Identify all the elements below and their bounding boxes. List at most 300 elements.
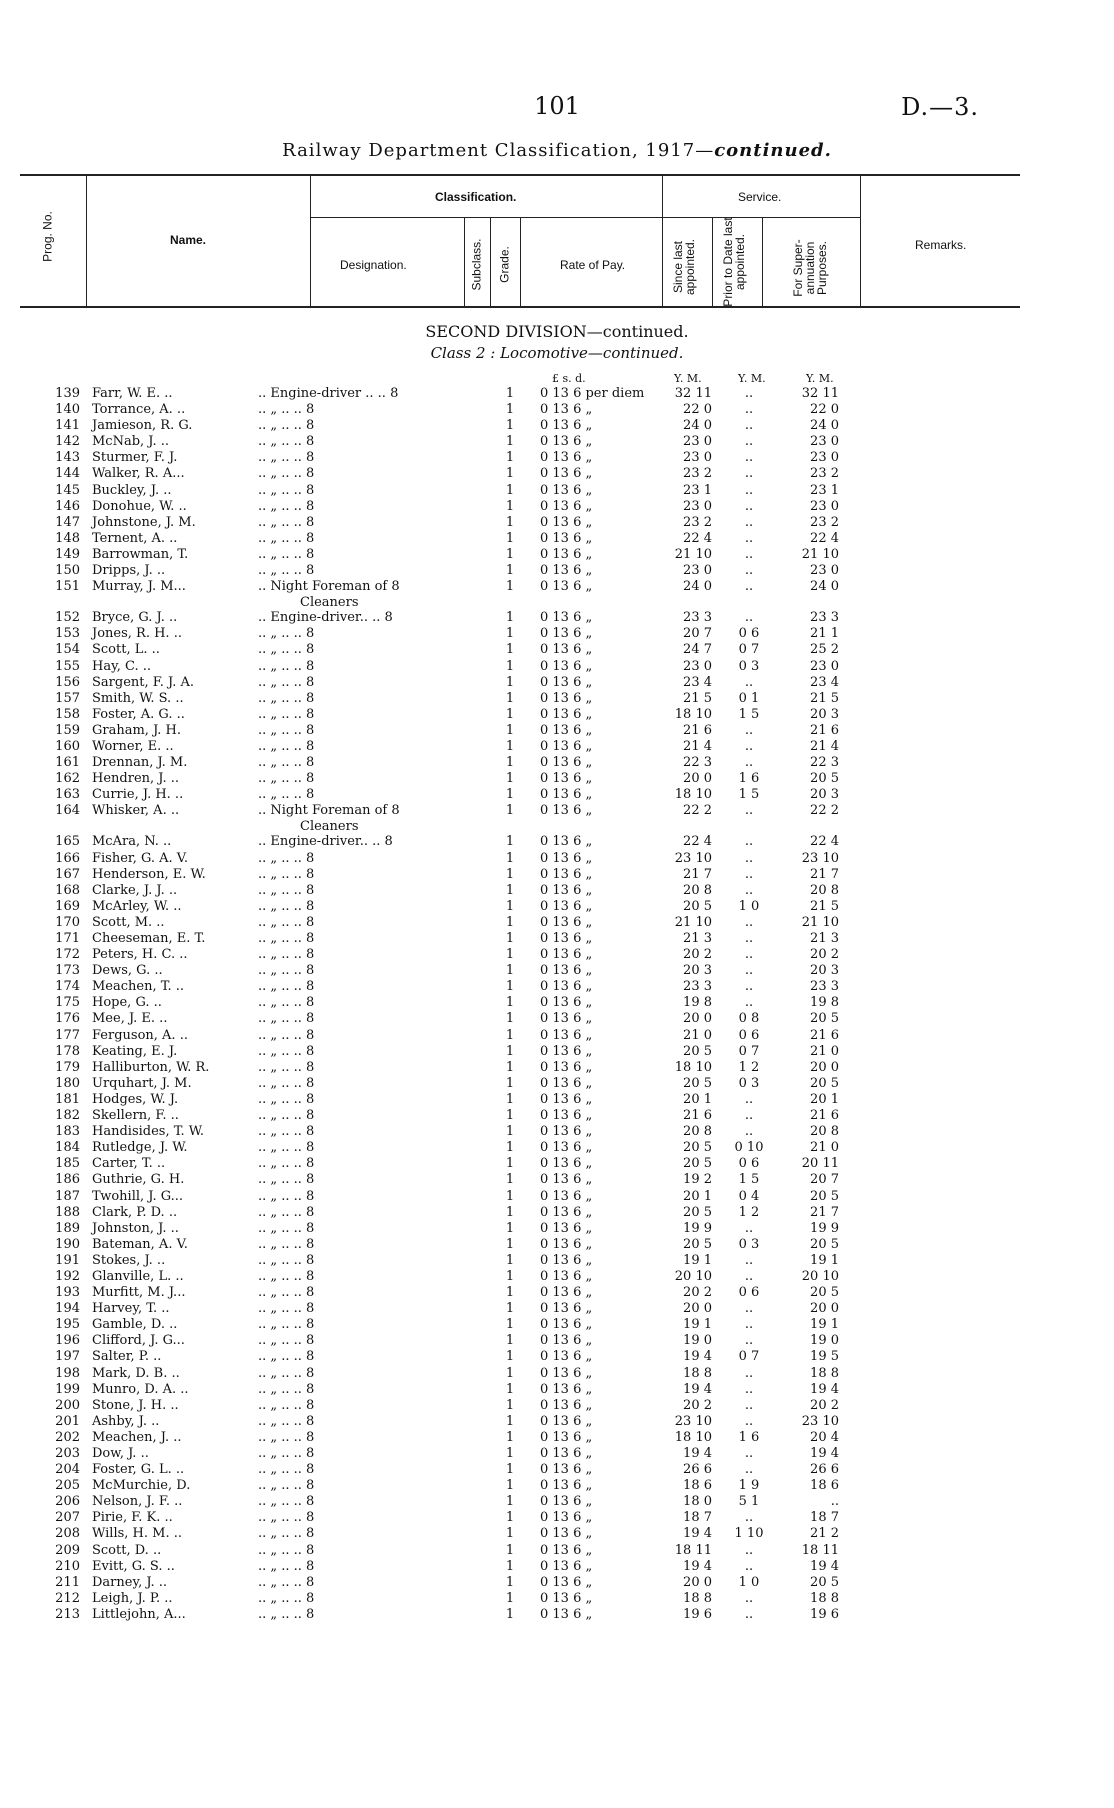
service-superannuation: 20 2 xyxy=(810,947,839,963)
rate-of-pay: 0 13 6 „ xyxy=(540,434,593,450)
employee-name: McAra, N. .. xyxy=(92,834,172,850)
prog-number: 143 xyxy=(55,450,80,466)
employee-name: Meachen, T. .. xyxy=(92,979,185,995)
employee-name: Donohue, W. .. xyxy=(92,498,187,514)
prog-number: 212 xyxy=(55,1590,80,1606)
service-superannuation: 20 5 xyxy=(810,771,839,787)
table-row xyxy=(0,1189,1114,1205)
service-superannuation: 20 5 xyxy=(810,1075,839,1091)
grade: 1 xyxy=(505,563,515,579)
table-row xyxy=(0,1333,1114,1349)
prog-number: 211 xyxy=(55,1574,80,1590)
prog-number: 177 xyxy=(55,1027,80,1043)
vline-1 xyxy=(86,174,87,306)
rate-of-pay: 0 13 6 „ xyxy=(540,1590,593,1606)
employee-name: Carter, T. .. xyxy=(92,1156,166,1172)
service-since-last: 24 0 xyxy=(683,579,712,595)
rate-of-pay: 0 13 6 „ xyxy=(540,1301,593,1317)
service-prior: .. xyxy=(744,1606,754,1622)
rate-of-pay: 0 13 6 „ xyxy=(540,626,593,642)
service-superannuation: 21 6 xyxy=(810,1027,839,1043)
service-since-last: 23 0 xyxy=(683,658,712,674)
prog-number: 155 xyxy=(55,658,80,674)
designation: .. „ .. .. 8 xyxy=(258,434,315,450)
employee-name: Gamble, D. .. xyxy=(92,1317,178,1333)
employee-name: Guthrie, G. H. xyxy=(92,1172,185,1188)
employee-name: Worner, E. .. xyxy=(92,738,174,754)
table-row xyxy=(0,915,1114,931)
designation: .. „ .. .. 8 xyxy=(258,1510,315,1526)
prog-number: 153 xyxy=(55,626,80,642)
rate-of-pay: 0 13 6 „ xyxy=(540,947,593,963)
grade: 1 xyxy=(505,722,515,738)
prog-number: 182 xyxy=(55,1108,80,1124)
service-prior: .. xyxy=(744,947,754,963)
service-superannuation: 20 0 xyxy=(810,1059,839,1075)
rate-of-pay: 0 13 6 „ xyxy=(540,1236,593,1252)
table-row xyxy=(0,610,1114,626)
prog-number: 173 xyxy=(55,963,80,979)
designation: .. „ .. .. 8 xyxy=(258,947,315,963)
designation: .. „ .. .. 8 xyxy=(258,1124,315,1140)
class-title: Class 2 : Locomotive—continued. xyxy=(430,344,684,362)
rate-of-pay: 0 13 6 „ xyxy=(540,850,593,866)
grade: 1 xyxy=(505,1188,515,1204)
service-superannuation: 20 1 xyxy=(810,1091,839,1107)
designation: .. „ .. .. 8 xyxy=(258,1574,315,1590)
service-superannuation: 19 1 xyxy=(810,1252,839,1268)
prog-number: 148 xyxy=(55,530,80,546)
table-row xyxy=(0,1575,1114,1591)
service-since-last: 23 10 xyxy=(674,1413,712,1429)
grade: 1 xyxy=(505,1510,515,1526)
designation: .. „ .. .. 8 xyxy=(258,787,315,803)
designation: .. „ .. .. 8 xyxy=(258,1188,315,1204)
service-superannuation: 20 10 xyxy=(801,1268,839,1284)
service-prior: .. xyxy=(744,1397,754,1413)
table-row xyxy=(0,1108,1114,1124)
employee-name: Murray, J. M... xyxy=(92,579,186,595)
table-row xyxy=(0,659,1114,675)
employee-name: Dews, G. .. xyxy=(92,963,163,979)
employee-name: Foster, G. L. .. xyxy=(92,1462,185,1478)
service-since-last: 24 0 xyxy=(683,418,712,434)
service-since-last: 19 2 xyxy=(683,1172,712,1188)
employee-name: Bateman, A. V. xyxy=(92,1236,188,1252)
service-prior: 0 10 xyxy=(734,1140,764,1156)
document-reference: D.—3. xyxy=(901,93,979,121)
rate-of-pay: 0 13 6 „ xyxy=(540,1574,593,1590)
service-prior: .. xyxy=(744,931,754,946)
table-row xyxy=(0,787,1114,803)
prog-number: 210 xyxy=(55,1558,80,1574)
service-since-last: 22 2 xyxy=(683,803,712,819)
service-superannuation: 20 0 xyxy=(810,1301,839,1317)
service-since-last: 20 2 xyxy=(683,1285,712,1301)
service-prior: 1 6 xyxy=(738,771,760,787)
service-since-last: 20 2 xyxy=(683,1397,712,1413)
prog-number: 154 xyxy=(55,642,80,658)
service-since-last: 23 0 xyxy=(683,498,712,514)
prog-number: 165 xyxy=(55,834,80,850)
prog-number: 192 xyxy=(55,1268,80,1284)
service-prior: .. xyxy=(744,546,754,562)
service-prior: .. xyxy=(744,1301,754,1317)
designation: .. „ .. .. 8 xyxy=(258,755,315,771)
service-prior: .. xyxy=(744,498,754,514)
rate-of-pay: 0 13 6 „ xyxy=(540,1059,593,1075)
table-row xyxy=(0,803,1114,819)
title-continued: continued. xyxy=(714,140,832,161)
table-row xyxy=(0,963,1114,979)
service-since-last: 21 7 xyxy=(683,866,712,882)
col-remarks: Remarks. xyxy=(915,238,967,252)
grade: 1 xyxy=(505,1574,515,1590)
since-units: Y. M. xyxy=(674,372,702,385)
table-row xyxy=(0,883,1114,899)
employee-name: Clark, P. D. .. xyxy=(92,1204,178,1220)
employee-name: Henderson, E. W. xyxy=(92,866,206,882)
rate-of-pay: 0 13 6 „ xyxy=(540,546,593,562)
rate-of-pay: 0 13 6 „ xyxy=(540,1381,593,1397)
rate-of-pay: 0 13 6 „ xyxy=(540,1108,593,1124)
service-prior: .. xyxy=(744,755,754,771)
vline-5 xyxy=(520,217,521,306)
service-prior: .. xyxy=(744,1091,754,1107)
employee-name: Walker, R. A... xyxy=(92,466,185,482)
service-prior: 1 10 xyxy=(734,1526,764,1542)
prog-number: 146 xyxy=(55,498,80,514)
table-row xyxy=(0,466,1114,482)
prog-number: 213 xyxy=(55,1606,80,1622)
service-prior: 1 6 xyxy=(738,1429,760,1445)
service-prior: .. xyxy=(744,610,754,626)
employee-name: Ashby, J. .. xyxy=(92,1413,160,1429)
employee-name: Urquhart, J. M. xyxy=(92,1075,192,1091)
service-since-last: 23 0 xyxy=(683,450,712,466)
grade: 1 xyxy=(505,1446,515,1461)
table-row xyxy=(0,1269,1114,1285)
service-superannuation: 32 11 xyxy=(801,386,839,401)
service-since-last: 18 10 xyxy=(674,787,712,803)
service-superannuation: 19 4 xyxy=(810,1381,839,1397)
table-row xyxy=(0,931,1114,947)
rate-of-pay: 0 13 6 „ xyxy=(540,1478,593,1494)
rate-of-pay: 0 13 6 „ xyxy=(540,674,593,690)
service-superannuation: 21 4 xyxy=(810,738,839,754)
table-row xyxy=(0,563,1114,579)
rate-of-pay: 0 13 6 „ xyxy=(540,1429,593,1445)
rate-of-pay: 0 13 6 „ xyxy=(540,579,593,595)
service-superannuation: 21 10 xyxy=(801,914,839,930)
service-since-last: 18 10 xyxy=(674,1429,712,1445)
designation: .. „ .. .. 8 xyxy=(258,1011,315,1027)
grade: 1 xyxy=(505,514,515,530)
grade: 1 xyxy=(505,1558,515,1574)
service-since-last: 20 0 xyxy=(683,771,712,787)
service-since-last: 20 1 xyxy=(683,1188,712,1204)
service-superannuation: 21 0 xyxy=(810,1043,839,1059)
table-row xyxy=(0,1011,1114,1027)
prog-number: 194 xyxy=(55,1301,80,1317)
prog-number: 141 xyxy=(55,418,80,434)
prog-number: 164 xyxy=(55,803,80,819)
service-superannuation: 21 7 xyxy=(810,1204,839,1220)
service-prior: .. xyxy=(744,1413,754,1429)
employee-name: Rutledge, J. W. xyxy=(92,1140,188,1156)
table-row xyxy=(0,1591,1114,1607)
employee-name: Whisker, A. .. xyxy=(92,803,180,819)
service-since-last: 21 4 xyxy=(683,738,712,754)
grade: 1 xyxy=(505,466,515,482)
employee-name: Cheeseman, E. T. xyxy=(92,931,206,946)
service-prior: .. xyxy=(744,418,754,434)
designation: .. Engine-driver.. .. 8 xyxy=(258,610,393,626)
service-since-last: 18 10 xyxy=(674,706,712,722)
designation: .. „ .. .. 8 xyxy=(258,1558,315,1574)
table-row xyxy=(0,771,1114,787)
prog-number: 158 xyxy=(55,706,80,722)
service-since-last: 19 1 xyxy=(683,1252,712,1268)
table-row xyxy=(0,1462,1114,1478)
prog-number: 201 xyxy=(55,1413,80,1429)
service-prior: .. xyxy=(744,1108,754,1124)
grade: 1 xyxy=(505,610,515,626)
designation: .. „ .. .. 8 xyxy=(258,1349,315,1365)
grade: 1 xyxy=(505,771,515,787)
grade: 1 xyxy=(505,1140,515,1156)
prog-number: 199 xyxy=(55,1381,80,1397)
service-prior: .. xyxy=(744,1252,754,1268)
table-row xyxy=(0,979,1114,995)
prog-number: 147 xyxy=(55,514,80,530)
service-prior: .. xyxy=(744,402,754,418)
grade: 1 xyxy=(505,947,515,963)
col-prior-to-date: Prior to Date last appointed. xyxy=(721,217,747,307)
designation: .. „ .. .. 8 xyxy=(258,1429,315,1445)
rate-of-pay: 0 13 6 „ xyxy=(540,1526,593,1542)
designation: .. „ .. .. 8 xyxy=(258,1268,315,1284)
prog-number: 174 xyxy=(55,979,80,995)
col-prog-no: Prog. No. xyxy=(40,211,55,262)
table-row xyxy=(0,642,1114,658)
employee-name: Johnstone, J. M. xyxy=(92,514,196,530)
grade: 1 xyxy=(505,1526,515,1542)
designation: .. „ .. .. 8 xyxy=(258,402,315,418)
employee-name: Darney, J. .. xyxy=(92,1574,168,1590)
table-row xyxy=(0,531,1114,547)
grade: 1 xyxy=(505,1317,515,1333)
designation: .. „ .. .. 8 xyxy=(258,1204,315,1220)
service-superannuation: 22 2 xyxy=(810,803,839,819)
rate-of-pay: 0 13 6 „ xyxy=(540,1446,593,1461)
table-row xyxy=(0,1317,1114,1333)
col-classification: Classification. xyxy=(435,190,517,204)
prog-number: 185 xyxy=(55,1156,80,1172)
employee-name: Meachen, J. .. xyxy=(92,1429,182,1445)
service-since-last: 22 0 xyxy=(683,402,712,418)
designation: .. „ .. .. 8 xyxy=(258,642,315,658)
grade: 1 xyxy=(505,1606,515,1622)
designation: .. „ .. .. 8 xyxy=(258,1172,315,1188)
employee-name: Keating, E. J. xyxy=(92,1043,178,1059)
prog-number: 145 xyxy=(55,482,80,498)
rate-of-pay: 0 13 6 „ xyxy=(540,1542,593,1558)
employee-name: Ternent, A. .. xyxy=(92,530,178,546)
service-prior: 1 0 xyxy=(738,1574,760,1590)
designation: .. „ .. .. 8 xyxy=(258,706,315,722)
table-row xyxy=(0,1028,1114,1044)
designation: .. „ .. .. 8 xyxy=(258,866,315,882)
service-since-last: 19 4 xyxy=(683,1381,712,1397)
service-superannuation: 18 8 xyxy=(810,1365,839,1381)
prog-number: 160 xyxy=(55,738,80,754)
prog-number: 206 xyxy=(55,1494,80,1510)
employee-name: Hodges, W. J. xyxy=(92,1091,179,1107)
rate-of-pay: 0 13 6 „ xyxy=(540,931,593,946)
service-since-last: 20 8 xyxy=(683,882,712,898)
classification-rule xyxy=(310,217,860,218)
service-prior: .. xyxy=(744,1558,754,1574)
super-units: Y. M. xyxy=(806,372,834,385)
service-prior: 5 1 xyxy=(738,1494,760,1510)
rate-of-pay: 0 13 6 „ xyxy=(540,1494,593,1510)
table-row xyxy=(0,1366,1114,1382)
table-row xyxy=(0,1285,1114,1301)
table-row xyxy=(0,899,1114,915)
service-prior: .. xyxy=(744,1542,754,1558)
service-prior: .. xyxy=(744,722,754,738)
col-designation: Designation. xyxy=(340,258,407,272)
rate-of-pay: 0 13 6 „ xyxy=(540,1510,593,1526)
designation-continuation: Cleaners xyxy=(300,595,359,611)
grade: 1 xyxy=(505,963,515,979)
rate-of-pay: 0 13 6 „ xyxy=(540,866,593,882)
designation: .. „ .. .. 8 xyxy=(258,1285,315,1301)
designation: .. „ .. .. 8 xyxy=(258,1413,315,1429)
employee-name: Halliburton, W. R. xyxy=(92,1059,210,1075)
designation: .. „ .. .. 8 xyxy=(258,1365,315,1381)
service-superannuation: 24 0 xyxy=(810,418,839,434)
service-superannuation: 21 7 xyxy=(810,866,839,882)
col-service: Service. xyxy=(738,190,782,204)
service-prior: 1 2 xyxy=(738,1204,760,1220)
grade: 1 xyxy=(505,931,515,946)
service-prior: .. xyxy=(744,434,754,450)
designation: .. „ .. .. 8 xyxy=(258,738,315,754)
rate-of-pay: 0 13 6 „ xyxy=(540,834,593,850)
grade: 1 xyxy=(505,482,515,498)
table-row xyxy=(0,1607,1114,1623)
grade: 1 xyxy=(505,1172,515,1188)
service-superannuation: 22 4 xyxy=(810,530,839,546)
table-row xyxy=(0,1156,1114,1172)
grade: 1 xyxy=(505,1043,515,1059)
service-superannuation: 19 6 xyxy=(810,1606,839,1622)
service-superannuation: 20 3 xyxy=(810,787,839,803)
rate-of-pay: 0 13 6 „ xyxy=(540,530,593,546)
prog-number: 157 xyxy=(55,690,80,706)
prog-number: 196 xyxy=(55,1333,80,1349)
service-prior: .. xyxy=(744,579,754,595)
designation: .. „ .. .. 8 xyxy=(258,1446,315,1461)
rate-of-pay: 0 13 6 „ xyxy=(540,898,593,914)
prog-number: 172 xyxy=(55,947,80,963)
employee-name: Ferguson, A. .. xyxy=(92,1027,188,1043)
service-since-last: 20 7 xyxy=(683,626,712,642)
service-since-last: 23 10 xyxy=(674,850,712,866)
prog-number: 169 xyxy=(55,898,80,914)
service-since-last: 21 3 xyxy=(683,931,712,946)
designation: .. „ .. .. 8 xyxy=(258,1059,315,1075)
service-prior: .. xyxy=(744,466,754,482)
employee-name: Sturmer, F. J. xyxy=(92,450,178,466)
service-since-last: 21 6 xyxy=(683,722,712,738)
service-prior: .. xyxy=(744,530,754,546)
table-row xyxy=(0,739,1114,755)
employee-name: Dripps, J. .. xyxy=(92,563,166,579)
designation: .. „ .. .. 8 xyxy=(258,1542,315,1558)
rate-of-pay: 0 13 6 „ xyxy=(540,1462,593,1478)
service-superannuation: 21 3 xyxy=(810,931,839,946)
rate-of-pay: 0 13 6 „ xyxy=(540,1317,593,1333)
col-for-superannuation: For Super-annuation Purposes. xyxy=(791,239,829,297)
service-superannuation: 21 2 xyxy=(810,1526,839,1542)
prog-number: 208 xyxy=(55,1526,80,1542)
service-superannuation: 23 4 xyxy=(810,674,839,690)
title-main: Railway Department Classification, 1917— xyxy=(282,140,715,161)
prog-number: 195 xyxy=(55,1317,80,1333)
rate-of-pay: 0 13 6 „ xyxy=(540,498,593,514)
service-since-last: 19 6 xyxy=(683,1606,712,1622)
service-prior: .. xyxy=(744,1124,754,1140)
service-prior: .. xyxy=(744,674,754,690)
designation: .. „ .. .. 8 xyxy=(258,450,315,466)
service-superannuation: 23 3 xyxy=(810,610,839,626)
grade: 1 xyxy=(505,787,515,803)
service-since-last: 18 0 xyxy=(683,1494,712,1510)
service-since-last: 23 3 xyxy=(683,979,712,995)
service-prior: 0 7 xyxy=(738,642,760,658)
service-since-last: 18 8 xyxy=(683,1590,712,1606)
rate-of-pay: 0 13 6 „ xyxy=(540,755,593,771)
designation: .. „ .. .. 8 xyxy=(258,1317,315,1333)
service-superannuation: 21 1 xyxy=(810,626,839,642)
service-since-last: 22 4 xyxy=(683,834,712,850)
service-superannuation: 23 3 xyxy=(810,979,839,995)
service-prior: .. xyxy=(744,803,754,819)
prog-number: 207 xyxy=(55,1510,80,1526)
service-prior: 0 7 xyxy=(738,1349,760,1365)
grade: 1 xyxy=(505,1108,515,1124)
prog-number: 156 xyxy=(55,674,80,690)
rate-of-pay: 0 13 6 „ xyxy=(540,402,593,418)
table-row xyxy=(0,1060,1114,1076)
employee-name: Stone, J. H. .. xyxy=(92,1397,179,1413)
service-prior: 0 7 xyxy=(738,1043,760,1059)
designation: .. „ .. .. 8 xyxy=(258,546,315,562)
rate-of-pay: 0 13 6 „ xyxy=(540,1349,593,1365)
employee-name: Smith, W. S. .. xyxy=(92,690,184,706)
prog-number: 162 xyxy=(55,771,80,787)
designation: .. „ .. .. 8 xyxy=(258,850,315,866)
service-superannuation: 18 6 xyxy=(810,1478,839,1494)
employee-name: Johnston, J. .. xyxy=(92,1220,179,1236)
rate-of-pay: 0 13 6 „ xyxy=(540,771,593,787)
service-since-last: 21 0 xyxy=(683,1027,712,1043)
rate-of-pay: 0 13 6 „ xyxy=(540,610,593,626)
employee-name: Scott, D. .. xyxy=(92,1542,162,1558)
